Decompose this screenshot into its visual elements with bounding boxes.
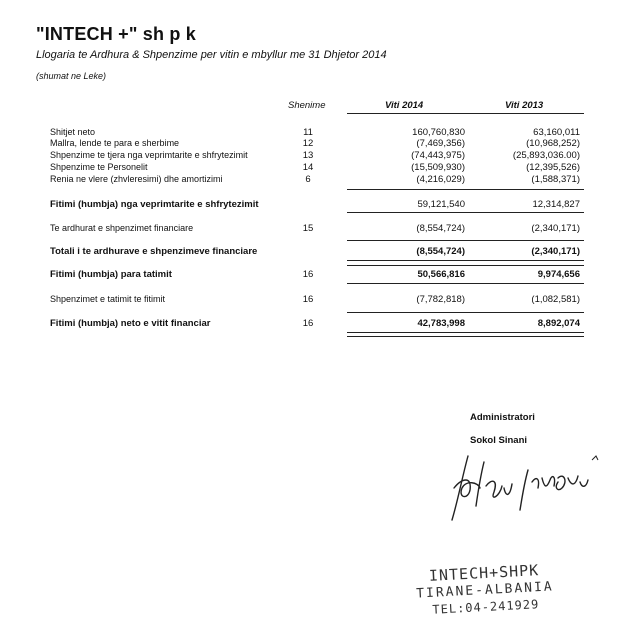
row-value-2013: (12,395,526) [526, 162, 580, 173]
handwritten-signature [440, 448, 610, 528]
row-label: Mallra, lende te para e sherbime [50, 138, 180, 148]
row-note: 16 [302, 294, 314, 305]
subtotal-rule-2014 [347, 240, 470, 241]
row-note: 16 [302, 269, 314, 280]
row-label: Fitimi (humbja) neto e vitit financiar [50, 318, 211, 329]
signer-name: Sokol Sinani [470, 435, 528, 446]
row-label: Fitimi (humbja) nga veprimtarite e shfrytezimit [50, 199, 259, 210]
row-note: 6 [305, 174, 311, 185]
total-rule-2013 [466, 312, 584, 313]
subtotal-rule-2013 [466, 212, 584, 213]
row-value-2014: 50,566,816 [417, 269, 465, 280]
row-label: Shpenzime te Personelit [50, 162, 148, 172]
row-label: Te ardhurat e shpenzimet financiare [50, 223, 194, 233]
total-rule-2013 [466, 283, 584, 284]
row-label: Shitjet neto [50, 127, 96, 137]
total-rule-2013 [466, 260, 584, 261]
row-label: Renia ne vlere (zhvleresimi) dhe amortizimi [50, 174, 223, 184]
subtotal-rule-2013 [466, 189, 584, 190]
row-value-2014: 59,121,540 [417, 199, 465, 210]
row-note: 13 [302, 150, 314, 161]
row-value-2013: (1,082,581) [531, 294, 580, 305]
row-note: 16 [302, 318, 314, 329]
stamp-line: INTECH+SHPK [428, 561, 540, 585]
row-value-2014: (8,554,724) [416, 246, 465, 257]
total-rule-2014 [347, 312, 470, 313]
row-note: 12 [302, 138, 314, 149]
row-value-2013: 12,314,827 [532, 199, 580, 210]
subtotal-rule-2014 [347, 189, 470, 190]
row-value-2013: (1,588,371) [531, 174, 580, 185]
final-rule-2014 [347, 332, 470, 333]
row-value-2013: (10,968,252) [526, 138, 580, 149]
total-rule-2013 [466, 265, 584, 266]
total-rule-2014 [347, 265, 470, 266]
row-value-2014: 42,783,998 [417, 318, 465, 329]
header-underline-2013 [466, 113, 584, 114]
row-value-2013: (2,340,171) [531, 223, 580, 234]
row-value-2013: 9,974,656 [537, 269, 580, 280]
final-rule-2014 [347, 336, 470, 337]
administrator-label: Administratori [470, 412, 535, 423]
row-label: Fitimi (humbja) para tatimit [50, 269, 172, 280]
row-label: Shpenzime te tjera nga veprimtarite e shfrytezimit [50, 150, 248, 160]
column-header-notes: Shenime [288, 100, 326, 111]
row-value-2013: (2,340,171) [531, 246, 580, 257]
units-note: (shumat ne Leke) [36, 71, 107, 81]
stamp-line: TEL:04-241929 [432, 597, 540, 617]
subtotal-rule-2013 [466, 240, 584, 241]
row-note: 14 [302, 162, 314, 173]
final-rule-2013 [466, 332, 584, 333]
row-value-2013: (25,893,036.00) [512, 150, 580, 161]
row-value-2014: (7,469,356) [416, 138, 465, 149]
stamp-line: TIRANE-ALBANIA [415, 579, 555, 602]
row-value-2014: (74,443,975) [411, 150, 465, 161]
subtotal-rule-2014 [347, 212, 470, 213]
company-title: "INTECH +" sh p k [36, 24, 196, 44]
row-value-2014: (4,216,029) [416, 174, 465, 185]
row-value-2014: 160,760,830 [412, 127, 465, 138]
row-label: Totali i te ardhurave e shpenzimeve financiare [50, 246, 258, 257]
row-note: 11 [303, 127, 313, 138]
row-value-2013: 63,160,011 [533, 127, 580, 138]
column-header-2014: Viti 2014 [385, 100, 424, 111]
company-stamp [414, 561, 556, 619]
final-rule-2013 [466, 336, 584, 337]
total-rule-2014 [347, 260, 470, 261]
total-rule-2014 [347, 283, 470, 284]
column-header-2013: Viti 2013 [505, 100, 544, 111]
row-value-2014: (15,509,930) [411, 162, 465, 173]
row-note: 15 [302, 223, 314, 234]
row-label: Shpenzimet e tatimit te fitimit [50, 294, 166, 304]
row-value-2014: (8,554,724) [416, 223, 465, 234]
row-value-2014: (7,782,818) [416, 294, 465, 305]
statement-subtitle: Llogaria te Ardhura & Shpenzime per vitin e mbyllur me 31 Dhjetor 2014 [36, 49, 387, 61]
header-underline-2014 [347, 113, 470, 114]
row-value-2013: 8,892,074 [537, 318, 580, 329]
